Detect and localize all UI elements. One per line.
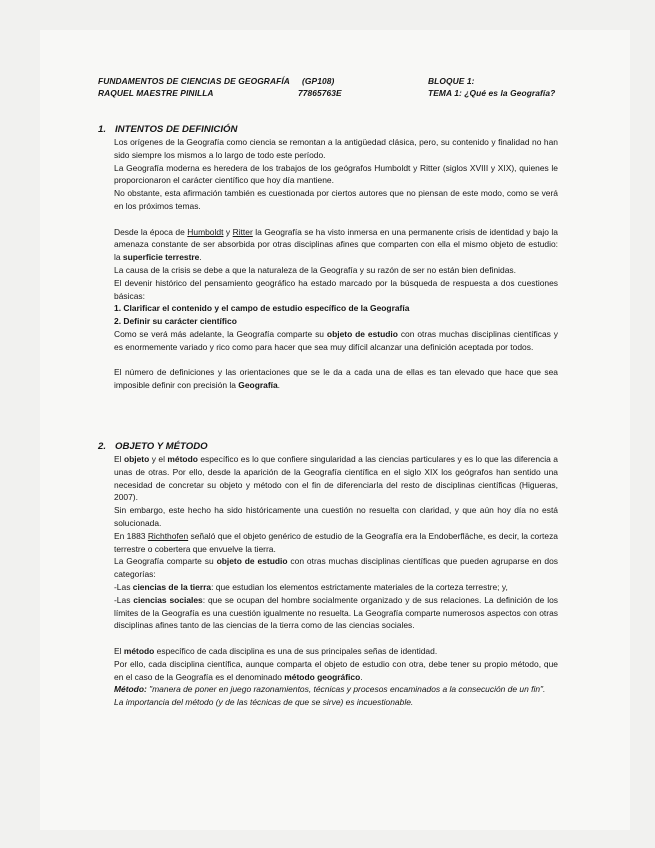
s2-paragraph-6: -Las ciencias sociales: que se ocupan del hombre socialmente organizado y de sus relaciones. La definición de los límites de la Geografía es una cuestión igualmente no resuelta. La Geografía comparte numerosos aspectos con otras disciplinas afines tanto de las ciencias de la tierra como de las ciencias sociales. <box>114 594 558 631</box>
section-2-body <box>114 453 558 709</box>
s1-paragraph-1: Los orígenes de la Geografía como ciencia se remontan a la antigüedad clásica, pero, su contenido y finalidad no han sido siempre los mismos a lo largo de todo este período. <box>114 137 558 160</box>
s1-paragraph-8: El número de definiciones y las orientaciones que se le da a cada una de ellas es tan elevado que hace que sea imposible definir con precisión la Geografía. <box>114 367 558 391</box>
section-2-title: OBJETO Y MÉTODO <box>115 441 208 452</box>
course-name: FUNDAMENTOS DE CIENCIAS DE GEOGRAFÍA <box>98 76 290 86</box>
s2-paragraph-3: En 1883 Richthofen señaló que el objeto genérico de estudio de la Geografía era la Endoberfläche, es decir, la corteza terrestre o cobertera que envuelve la tierra. <box>114 530 558 554</box>
s1-paragraph-2: La Geografía moderna es heredera de los trabajos de los geógrafos Humboldt y Ritter (siglos XVIII y XIX), quienes le proporcionaron el carácter científico que hoy día mantiene. <box>114 162 558 186</box>
s1-question-1: 1. Clarificar el contenido y el campo de estudio específico de la Geografía <box>114 303 410 314</box>
section-2-heading <box>98 441 208 452</box>
s2-paragraph-2: Sin embargo, este hecho ha sido históricamente una cuestión no resuelta con claridad, y que aún hoy día no está solucionada. <box>114 505 558 528</box>
s2-paragraph-9: Método: "manera de poner en juego razonamientos, técnicas y procesos encaminados a la consecución de un fin". <box>114 684 546 695</box>
section-2-number: 2. <box>98 441 107 452</box>
s2-paragraph-1: El objeto y el método específico es lo que confiere singularidad a las ciencias particulares y es lo que las diferencia a unas de otras. Por ello, desde la aparición de la Geografía científica en el siglo XIX los geógrafos han sentido una necesidad de concretar su objeto y método con el fin de diferenciarla del resto de disciplinas científicas (Higueras, 2007). <box>114 454 558 503</box>
s2-paragraph-5: -Las ciencias de la tierra: que estudian los elementos estrictamente materiales de la corteza terrestre; y, <box>114 581 508 592</box>
s2-paragraph-7: El método específico de cada disciplina es una de sus principales señas de identidad. <box>114 645 438 656</box>
s2-paragraph-4: La Geografía comparte su objeto de estudio con otras muchas disciplinas científicas que pueden agruparse en dos categorías: <box>114 556 558 580</box>
s2-paragraph-8: Por ello, cada disciplina científica, aunque comparta el objeto de estudio con otra, debe tener su propio método, que en el caso de la Geografía es el denominado método geográfico. <box>114 658 558 682</box>
section-1-body <box>114 136 558 392</box>
s1-paragraph-6: El devenir histórico del pensamiento geográfico ha estado marcado por la búsqueda de respuesta a dos cuestiones básicas: <box>114 277 558 301</box>
s1-paragraph-7: Como se verá más adelante, la Geografía comparte su objeto de estudio con otras muchas disciplinas científicas y es enormemente variado y rico como para hacer que sea muy difícil alcanzar una definición aceptada por todos. <box>114 328 558 352</box>
s1-question-2: 2. Definir su carácter científico <box>114 316 237 327</box>
s1-paragraph-5: La causa de la crisis se debe a que la naturaleza de la Geografía y su razón de ser no están bien definidas. <box>114 264 516 275</box>
author-name: RAQUEL MAESTRE PINILLA <box>98 88 214 98</box>
section-1-title: INTENTOS DE DEFINICIÓN <box>115 124 238 135</box>
ritter-link: Ritter <box>232 226 253 237</box>
section-1-heading <box>98 124 238 135</box>
s1-paragraph-4: Desde la época de Humboldt y Ritter la Geografía se ha visto inmersa en una permanente crisis de identidad y bajo la amenaza constante de ser absorbida por otras disciplinas afines que comparten con ella el mismo objeto de estudio: la superficie terrestre. <box>114 226 558 263</box>
section-1-number: 1. <box>98 124 107 135</box>
course-code: (GP108) <box>302 76 335 86</box>
course-title <box>98 76 334 86</box>
block-label: BLOQUE 1: <box>428 76 475 86</box>
topic-label: TEMA 1: ¿Qué es la Geografía? <box>428 88 556 98</box>
s2-paragraph-10: La importancia del método (y de las técnicas de que se sirve) es incuestionable. <box>114 697 414 708</box>
richthofen-link: Richthofen <box>147 530 189 541</box>
humboldt-link: Humboldt <box>187 226 224 237</box>
author-id: 77865763E <box>298 88 342 98</box>
s1-paragraph-3: No obstante, esta afirmación también es cuestionada por ciertos autores que no piensan de este modo, como se verá en los próximos temas. <box>114 188 558 211</box>
